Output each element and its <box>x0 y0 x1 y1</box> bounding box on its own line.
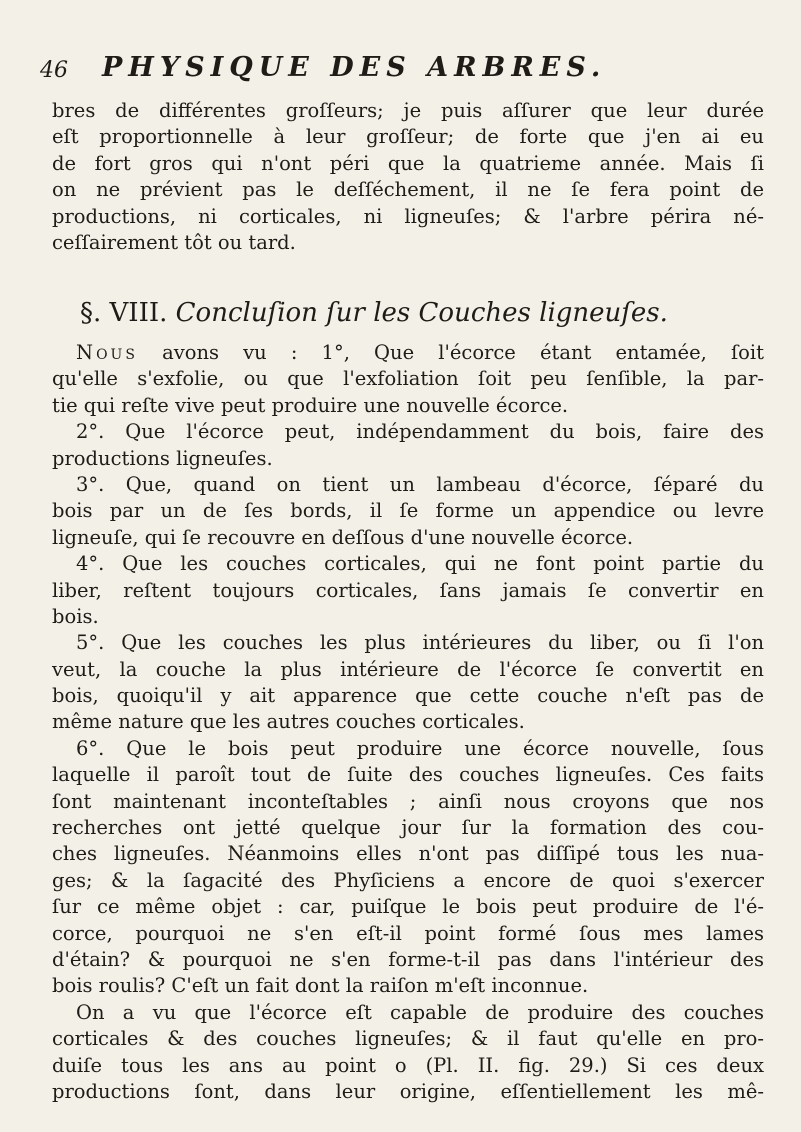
text-line: bres de différentes groſſeurs; je puis aſſurer que leur durée <box>52 99 764 122</box>
section-body <box>52 340 764 1105</box>
text-line: bois roulis? C'eſt un fait dont la raiſon m'eſt inconnue. <box>52 974 589 998</box>
section-heading <box>80 298 668 328</box>
text-line: on ne prévient pas le deſſéchement, il ne ſe fera point de <box>52 178 764 202</box>
text-line: de fort gros qui n'ont péri que la quatrieme année. Mais ſi <box>52 151 764 175</box>
paragraph-top <box>52 98 764 256</box>
text-line: liber, reſtent toujours corticales, ſans jamais ſe convertir en <box>52 578 764 602</box>
text-line: ſur ce même objet : car, puiſque le bois peut produire de l'é- <box>52 895 764 919</box>
section-title: Concluſion ſur les Couches ligneuſes. <box>175 298 668 328</box>
lead-word: Nous <box>76 341 138 364</box>
text-line: eſt proportionnelle à leur groſſeur; de forte que j'en ai eu <box>52 125 764 149</box>
text-line: ceſſairement tôt ou tard. <box>52 230 296 254</box>
text-line: même nature que les autres couches corticales. <box>52 710 525 734</box>
text-line-rest: avons vu : 1°, Que l'écorce étant entamée, ſoit <box>137 341 764 364</box>
text-line: bois, quoiqu'il y ait apparence que cette couche n'eſt pas de <box>52 684 764 708</box>
text-line: ges; & la ſagacité des Phyſiciens a encore de quoi s'exercer <box>52 868 764 892</box>
text-line: corticales & des couches ligneuſes; & il faut qu'elle en pro- <box>52 1027 764 1051</box>
text-line: 3°. Que, quand on tient un lambeau d'écorce, ſéparé du <box>76 472 764 496</box>
text-line: ches ligneuſes. Néanmoins elles n'ont pas diſſipé tous les nua- <box>52 842 764 866</box>
text-line: 2°. Que l'écorce peut, indépendamment du bois, faire des <box>76 420 764 444</box>
text-line <box>52 340 764 366</box>
text-line: corce, pourquoi ne s'en eſt-il point formé ſous mes lames <box>52 921 764 945</box>
section-number: §. VIII. <box>80 298 168 328</box>
text-line: d'étain? & pourquoi ne s'en forme-t-il pas dans l'intérieur des <box>52 947 764 971</box>
text-line: ligneuſe, qui ſe recouvre en deſſous d'une nouvelle écorce. <box>52 525 634 549</box>
text-line: bois. <box>52 604 99 628</box>
text-line: qu'elle s'exfolie, ou que l'exfoliation ſoit peu ſenſible, la par- <box>52 367 764 391</box>
text-line: 4°. Que les couches corticales, qui ne font point partie du <box>76 552 764 576</box>
text-line: 6°. Que le bois peut produire une écorce nouvelle, ſous <box>76 736 764 760</box>
text-line: productions, ni corticales, ni ligneuſes; & l'arbre périra né- <box>52 204 764 228</box>
page-header <box>40 52 760 88</box>
text-line: productions ligneuſes. <box>52 446 273 470</box>
text-line: recherches ont jetté quelque jour ſur la formation des cou- <box>52 816 764 840</box>
text-line: veut, la couche la plus intérieure de l'écorce ſe convertit en <box>52 657 764 681</box>
text-line: laquelle il paroît tout de ſuite des couches ligneuſes. Ces faits <box>52 763 764 787</box>
text-line: On a vu que l'écorce eſt capable de produire des couches <box>76 1000 764 1024</box>
text-line: bois par un de ſes bords, il ſe forme un appendice ou levre <box>52 499 764 523</box>
text-line: productions ſont, dans leur origine, eſſentiellement les mê- <box>52 1079 764 1103</box>
text-line: tie qui reſte vive peut produire une nouvelle écorce. <box>52 393 569 417</box>
text-line: ſont maintenant inconteſtables ; ainſi nous croyons que nos <box>52 789 764 813</box>
text-line: duiſe tous les ans au point o (Pl. II. fig. 29.) Si ces deux <box>52 1053 764 1077</box>
running-title: PHYSIQUE DES ARBRES. <box>102 52 607 83</box>
text-line: 5°. Que les couches les plus intérieures du liber, ou ſi l'on <box>76 631 764 655</box>
page-number: 46 <box>40 58 68 83</box>
